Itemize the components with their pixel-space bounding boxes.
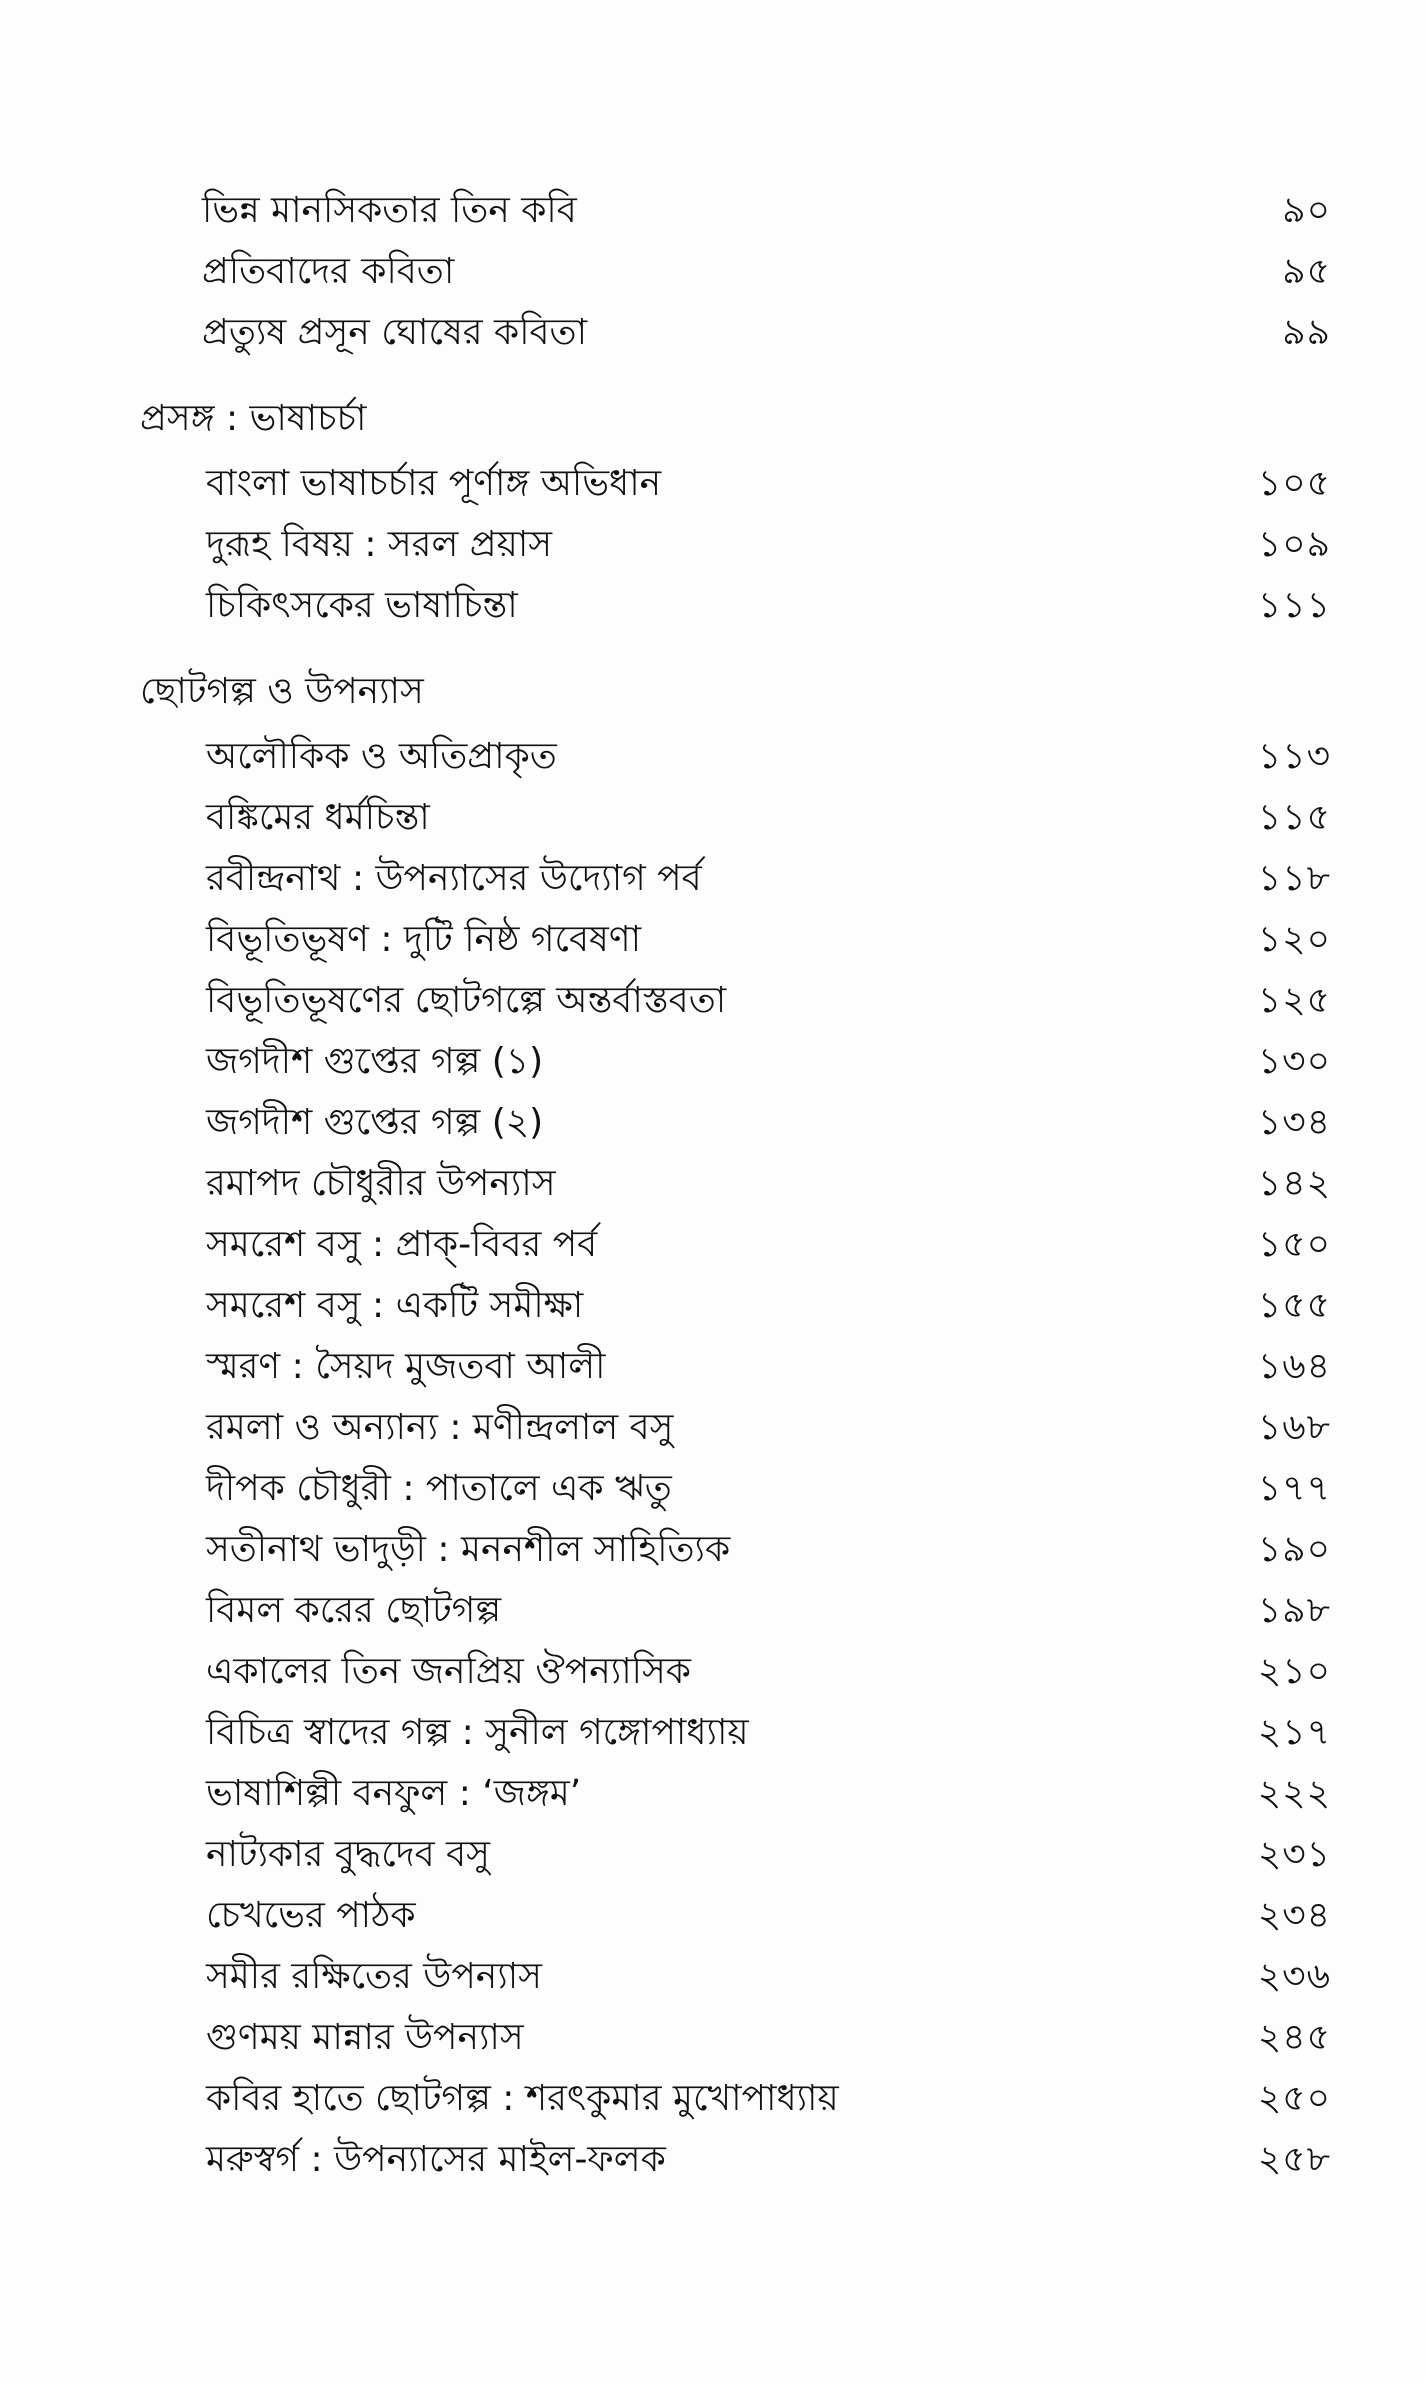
entry-title: ভাষাশিল্পী বনফুল : ‘জঙ্গম’ (206, 1773, 582, 1814)
entry-title: গুণময় মান্নার উপন্যাস (206, 2017, 524, 2058)
entry-page-number: ২৫৮ (1257, 2139, 1331, 2180)
section-heading: প্রসঙ্গ : ভাষাচর্চা (140, 398, 367, 439)
toc-entry (140, 302, 1335, 363)
entry-page-number: ২১৭ (1257, 1712, 1331, 1753)
entry-page-number: ১১১ (1257, 585, 1331, 626)
toc-entry (140, 2068, 1335, 2129)
toc-entry (140, 1641, 1335, 1702)
entry-page-number: ১১৮ (1257, 858, 1331, 899)
entry-title: রবীন্দ্রনাথ : উপন্যাসের উদ্যোগ পর্ব (206, 858, 702, 899)
toc-entry (140, 726, 1335, 787)
entry-title: অলৌকিক ও অতিপ্রাকৃত (206, 736, 557, 777)
toc-entry (140, 514, 1335, 575)
entry-page-number: ১৫০ (1257, 1224, 1331, 1265)
entry-page-number: ২৩১ (1257, 1834, 1331, 1875)
entry-page-number: ১৬৮ (1257, 1407, 1331, 1448)
entry-page-number: ২২২ (1257, 1773, 1331, 1814)
entry-title: প্রতিবাদের কবিতা (202, 251, 455, 292)
entry-title: ভিন্ন মানসিকতার তিন কবি (202, 190, 577, 231)
entry-title: মরুস্বর্গ : উপন্যাসের মাইল-ফলক (206, 2139, 666, 2180)
entry-page-number: ১২০ (1257, 919, 1331, 960)
entry-page-number: ১২৫ (1257, 980, 1331, 1021)
entry-title: রমাপদ চৌধুরীর উপন্যাস (206, 1163, 556, 1204)
toc-entry (140, 909, 1335, 970)
entry-title: সমীর রক্ষিতের উপন্যাস (206, 1956, 542, 1997)
entry-title: বাংলা ভাষাচর্চার পূর্ণাঙ্গ অভিধান (206, 463, 662, 504)
entry-page-number: ১৬৪ (1257, 1346, 1331, 1387)
toc-entry (140, 2129, 1335, 2190)
entry-title: নাট্যকার বুদ্ধদেব বসু (206, 1834, 490, 1875)
toc-entry (140, 575, 1335, 636)
entry-title: সতীনাথ ভাদুড়ী : মননশীল সাহিত্যিক (206, 1529, 731, 1570)
toc-entry (140, 1214, 1335, 1275)
toc-entry (140, 1336, 1335, 1397)
toc-entry (140, 1153, 1335, 1214)
entry-title: কবির হাতে ছোটগল্প : শরৎকুমার মুখোপাধ্যায় (206, 2078, 839, 2119)
entry-page-number: ২৪৫ (1257, 2017, 1331, 2058)
entry-page-number: ১৭৭ (1257, 1468, 1331, 1509)
toc-entry (140, 1031, 1335, 1092)
toc-entry (140, 453, 1335, 514)
entry-title: দুরূহ বিষয় : সরল প্রয়াস (206, 524, 553, 565)
entry-title: চিকিৎসকের ভাষাচিন্তা (206, 585, 518, 626)
toc-entry (140, 1092, 1335, 1153)
entry-title: একালের তিন জনপ্রিয় ঔপন্যাসিক (206, 1651, 691, 1692)
toc-entry (140, 1275, 1335, 1336)
entry-title: বিমল করের ছোটগল্প (206, 1590, 502, 1631)
toc-entry (140, 787, 1335, 848)
toc-entry (140, 1885, 1335, 1946)
toc-entry (140, 1763, 1335, 1824)
toc-entry (140, 1702, 1335, 1763)
entry-page-number: ৯০ (1282, 190, 1331, 231)
toc-entry (140, 1397, 1335, 1458)
entry-title: জগদীশ গুপ্তের গল্প (২) (206, 1102, 544, 1143)
entry-title: দীপক চৌধুরী : পাতালে এক ঋতু (206, 1468, 672, 1509)
entry-title: স্মরণ : সৈয়দ মুজতবা আলী (206, 1346, 606, 1387)
toc-entry (140, 1946, 1335, 2007)
entry-title: বিভূতিভূষণ : দুটি নিষ্ঠ গবেষণা (206, 919, 642, 960)
entry-page-number: ১৫৫ (1257, 1285, 1331, 1326)
entry-title: চেখভের পাঠক (206, 1895, 416, 1936)
entry-title: প্রত্যুষ প্রসূন ঘোষের কবিতা (202, 312, 588, 353)
entry-title: সমরেশ বসু : একটি সমীক্ষা (206, 1285, 584, 1326)
section-language (140, 389, 1335, 636)
entry-title: বিচিত্র স্বাদের গল্প : সুনীল গঙ্গোপাধ্যায় (206, 1712, 749, 1753)
entry-title: বঙ্কিমের ধর্মচিন্তা (206, 797, 430, 838)
entry-page-number: ১৩০ (1257, 1041, 1331, 1082)
entry-page-number: ৯৯ (1282, 312, 1331, 353)
entry-title: সমরেশ বসু : প্রাক্-বিবর পর্ব (206, 1224, 598, 1265)
toc-entry (140, 1580, 1335, 1641)
entry-title: রমলা ও অন্যান্য : মণীন্দ্রলাল বসু (206, 1407, 674, 1448)
toc-entry (140, 970, 1335, 1031)
entry-page-number: ২৩৪ (1257, 1895, 1331, 1936)
entry-title: জগদীশ গুপ্তের গল্প (১) (206, 1041, 544, 1082)
entry-page-number: ১১৩ (1257, 736, 1331, 777)
section-fiction (140, 662, 1335, 2190)
entry-title: বিভূতিভূষণের ছোটগল্পে অন্তর্বাস্তবতা (206, 980, 727, 1021)
entry-page-number: ২১০ (1257, 1651, 1331, 1692)
section-heading: ছোটগল্প ও উপন্যাস (140, 671, 424, 712)
entry-page-number: ১১৫ (1257, 797, 1331, 838)
entry-page-number: ১৯০ (1257, 1529, 1331, 1570)
intro-entry-group (140, 180, 1335, 363)
toc-entry (140, 1458, 1335, 1519)
toc-entry (140, 180, 1335, 241)
entry-page-number: ১৪২ (1257, 1163, 1331, 1204)
entry-page-number: ১০৫ (1257, 463, 1331, 504)
toc-entry (140, 241, 1335, 302)
toc-entry (140, 848, 1335, 909)
entry-page-number: ১৩৪ (1257, 1102, 1331, 1143)
entry-page-number: ৯৫ (1282, 251, 1331, 292)
toc-entry (140, 2007, 1335, 2068)
toc-entry (140, 1824, 1335, 1885)
entry-page-number: ১০৯ (1257, 524, 1331, 565)
entry-page-number: ২৫০ (1257, 2078, 1331, 2119)
entry-page-number: ২৩৬ (1257, 1956, 1331, 1997)
toc-entry (140, 1519, 1335, 1580)
entry-page-number: ১৯৮ (1257, 1590, 1331, 1631)
table-of-contents (140, 180, 1335, 2190)
